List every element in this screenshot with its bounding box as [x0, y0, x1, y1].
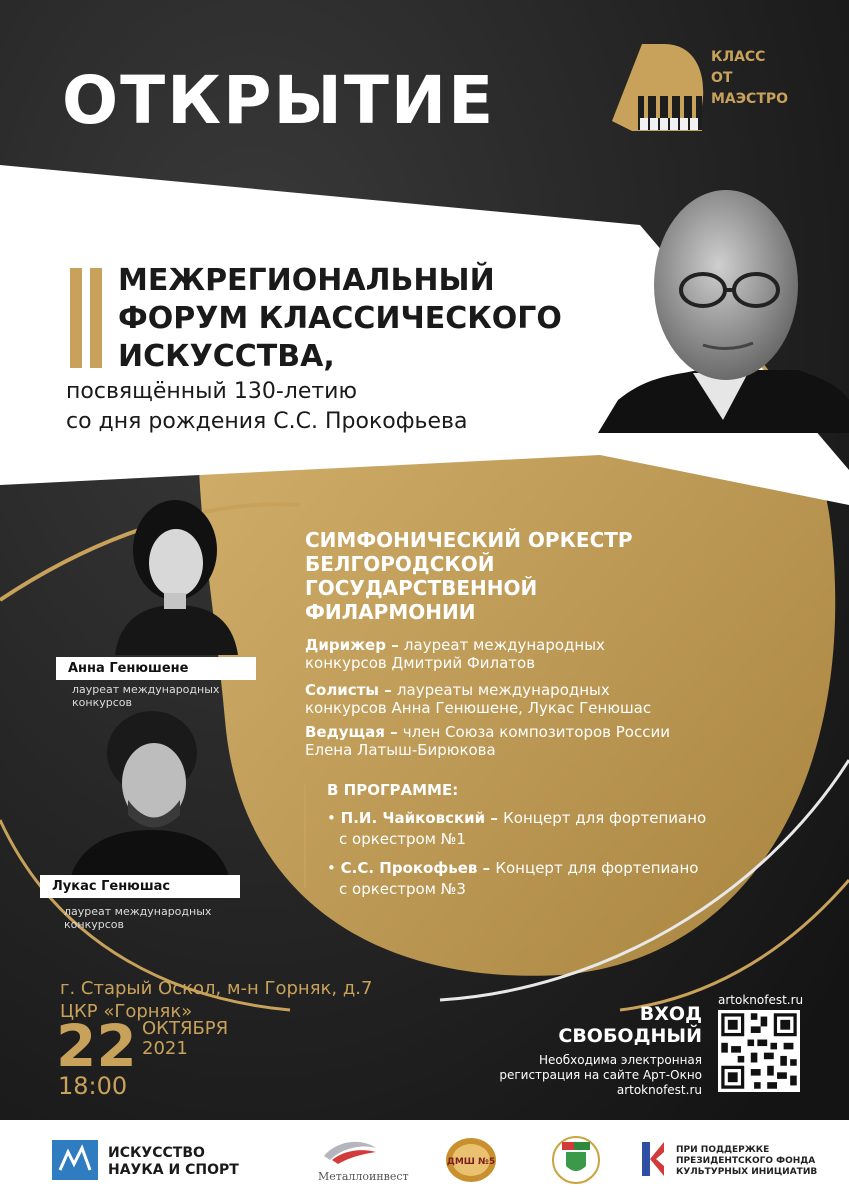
role-dash: –	[384, 723, 403, 741]
composer-portrait	[598, 175, 849, 433]
program-bullet: •	[327, 859, 336, 877]
program-work: Концерт для фортепиано	[503, 809, 707, 827]
logo-line: ОТ	[711, 70, 733, 86]
role-text: конкурсов Анна Генюшене, Лукас Генюшас	[305, 699, 652, 717]
program-composer: С.С. Прокофьев	[340, 859, 478, 877]
program-dash: –	[477, 859, 496, 877]
event-month: ОКТЯБРЯ	[142, 1018, 229, 1039]
role-dash: –	[378, 681, 397, 699]
logo-line: МАЭСТРО	[711, 91, 789, 107]
event-month-year	[142, 1019, 228, 1059]
role-label: Дирижер	[305, 636, 386, 654]
role-dash: –	[385, 636, 404, 654]
anna-genyushene-photo	[110, 495, 240, 655]
soloist-name-tag: Лукас Генюшас	[40, 875, 240, 898]
event-day: 22	[56, 1012, 137, 1080]
registration-note	[470, 1053, 702, 1098]
program-work-cont: с оркестром №3	[339, 880, 466, 898]
role-soloists	[305, 681, 735, 717]
orchestra-title	[305, 528, 705, 624]
soloist-subtitle-line: лауреат международных	[72, 683, 220, 696]
orchestra-title-line: БЕЛГОРОДСКОЙ	[305, 552, 495, 576]
roman-numeral-two	[68, 268, 106, 368]
program-work-cont: с оркестром №1	[339, 830, 466, 848]
address-line: г. Старый Оскол, м-н Горняк, д.7	[60, 978, 373, 999]
note-line: Необходима электронная	[538, 1053, 702, 1067]
forum-title	[118, 262, 598, 376]
program-item	[327, 858, 747, 900]
role-text: лауреат международных	[403, 636, 605, 654]
entry-title-line: СВОБОДНЫЙ	[558, 1025, 702, 1047]
logo-text	[711, 47, 788, 110]
partner-name-line: НАУКА И СПОРТ	[108, 1162, 239, 1178]
program-heading: В ПРОГРАММЕ:	[327, 781, 459, 799]
orchestra-title-line: ФИЛАРМОНИИ	[305, 600, 476, 624]
forum-title-line: ФОРУМ КЛАССИЧЕСКОГО	[118, 301, 562, 336]
forum-title-line: ИСКУССТВА,	[118, 339, 335, 374]
program-composer: П.И. Чайковский	[340, 809, 486, 827]
soloist-subtitle-line: лауреат международных	[64, 905, 212, 918]
forum-title-line: МЕЖРЕГИОНАЛЬНЫЙ	[118, 263, 495, 298]
partner-name-line: ПРЕЗИДЕНТСКОГО ФОНДА	[676, 1156, 816, 1166]
address-line: ЦКР «Горняк»	[60, 1001, 193, 1022]
orchestra-title-line: ГОСУДАРСТВЕННОЙ	[305, 576, 538, 600]
role-label: Солисты	[305, 681, 379, 699]
partner-name	[676, 1145, 817, 1178]
role-conductor	[305, 636, 735, 672]
note-line: регистрация на сайте Арт-Окно	[499, 1068, 702, 1082]
role-host	[305, 723, 735, 759]
city-emblem-icon	[552, 1136, 600, 1184]
soloist-subtitle-line: конкурсов	[64, 918, 124, 931]
orchestra-title-line: СИМФОНИЧЕСКИЙ ОРКЕСТР	[305, 528, 633, 552]
role-text: Елена Латыш-Бирюкова	[305, 741, 496, 759]
role-text: конкурсов Дмитрий Филатов	[305, 654, 536, 672]
logo-line: КЛАСС	[711, 49, 766, 65]
website-label[interactable]: artoknofest.ru	[718, 993, 804, 1007]
role-text: лауреаты международных	[396, 681, 610, 699]
program-divider	[304, 784, 306, 888]
event-title: ОТКРЫТИЕ	[62, 62, 496, 139]
dedication-line: посвящённый 130-летию	[66, 379, 357, 404]
soloist-subtitle-line: конкурсов	[72, 696, 132, 709]
partner-name-line: ПРИ ПОДДЕРЖКЕ	[676, 1145, 770, 1155]
partner-name-line: КУЛЬТУРНЫХ ИНИЦИАТИВ	[676, 1167, 818, 1177]
event-time: 18:00	[58, 1072, 128, 1100]
school-label: ДМШ №5	[446, 1157, 496, 1167]
entry-title-line: ВХОД	[639, 1003, 702, 1025]
dedication-line: со дня рождения С.С. Прокофьева	[66, 409, 468, 434]
forum-dedication	[66, 377, 586, 437]
lukas-genyushas-photo	[70, 705, 230, 880]
soloist-subtitle	[64, 905, 234, 931]
event-year: 2021	[142, 1038, 188, 1059]
partner-name-line: ИСКУССТВО	[108, 1145, 205, 1161]
art-science-sport-logo-icon	[52, 1140, 98, 1180]
presidential-fund-logo-icon	[640, 1140, 666, 1178]
role-label: Ведущая	[305, 723, 385, 741]
program-work: Концерт для фортепиано	[495, 859, 699, 877]
qr-code-icon[interactable]	[718, 1010, 800, 1092]
music-school-logo-icon	[445, 1137, 497, 1183]
free-entry-title	[520, 1003, 702, 1047]
role-text: член Союза композиторов России	[402, 723, 670, 741]
program-item	[327, 808, 747, 850]
metalloinvest-logo-icon	[322, 1138, 378, 1164]
program-dash: –	[485, 809, 504, 827]
note-line: artoknofest.ru	[616, 1083, 702, 1097]
partner-name	[108, 1145, 239, 1179]
soloist-name-tag: Анна Генюшене	[56, 657, 256, 680]
program-bullet: •	[327, 809, 336, 827]
partner-name: Металлоинвест	[318, 1170, 409, 1183]
